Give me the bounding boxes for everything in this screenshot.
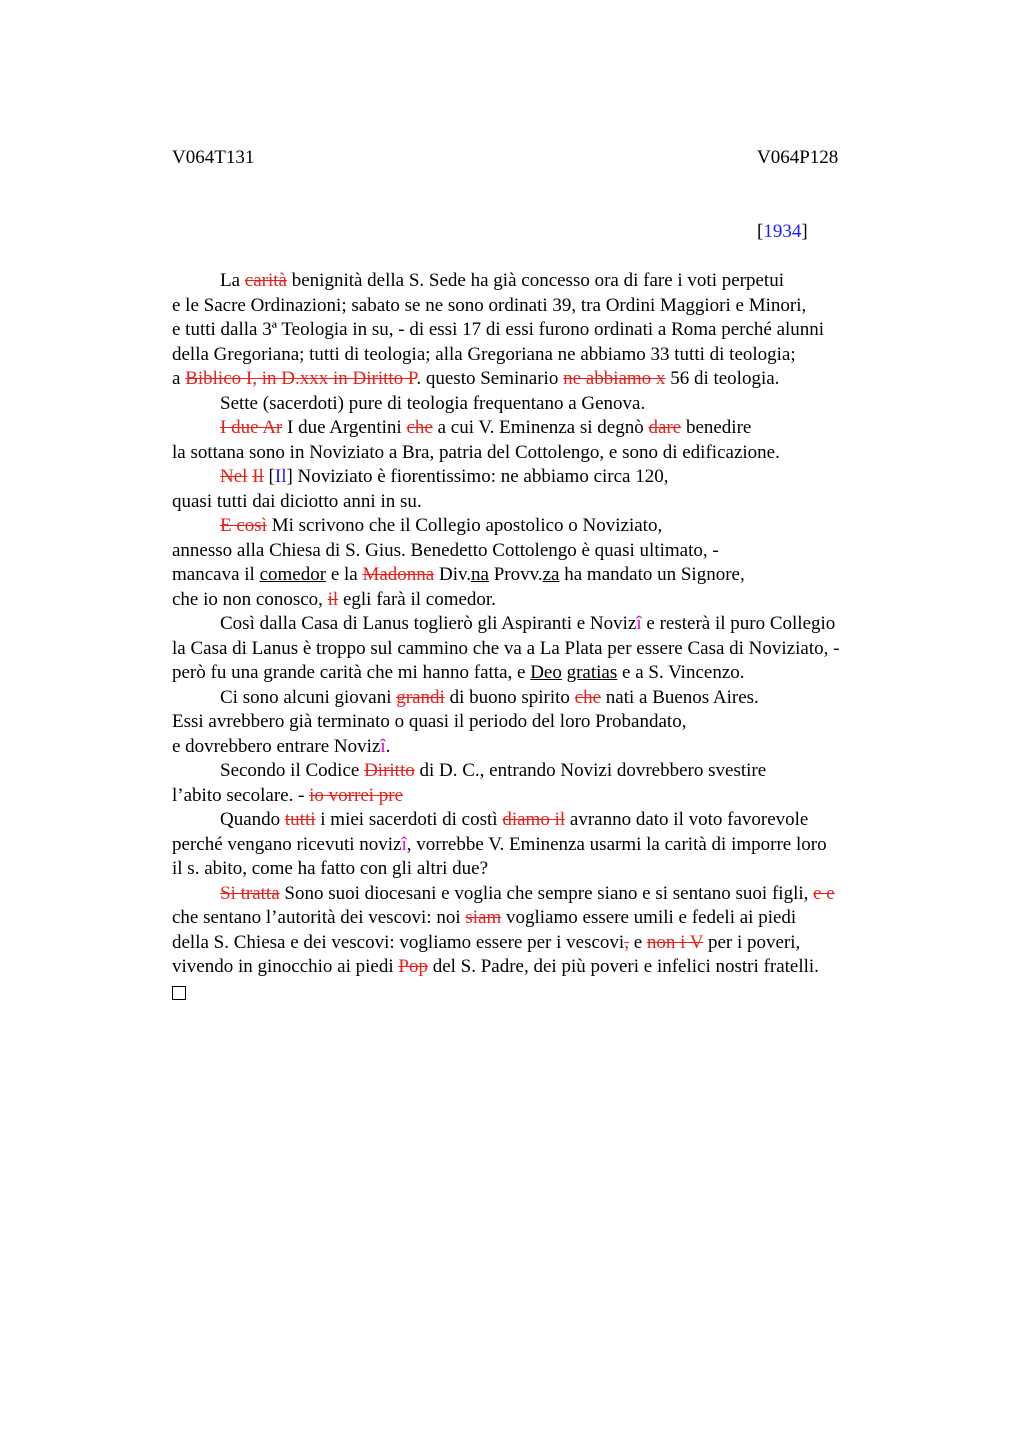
text-line [172,882,912,907]
text-line [172,612,912,637]
letter-body [172,269,912,1004]
text-line [172,784,912,809]
text-segment: Mi scrivono che il Collegio apostolico o Noviziato, [266,515,663,536]
text-line [172,441,912,466]
deleted-text: grandi [396,686,445,708]
deleted-text: Madonna [362,564,435,585]
text-segment: vogliamo essere umili e fedeli ai piedi [501,907,797,928]
text-segment: Essi avrebbero già terminato o quasi il periodo del loro Probandato, [172,711,687,732]
text-line [172,710,912,735]
underlined-text: gratias [566,662,618,683]
year-value: 1934 [763,221,802,242]
text-segment: Ci sono alcuni giovani [220,686,397,708]
text-segment: e a S. Vincenzo. [617,662,745,683]
deleted-text: Si tratta [220,882,280,904]
deleted-text: Nel [220,466,248,487]
text-line [172,539,912,564]
text-line [172,343,912,368]
text-line [172,637,912,662]
text-line [172,514,912,539]
inserted-mark: î [380,735,386,757]
text-segment: ha mandato un Signore, [559,564,745,585]
text-line [172,955,912,980]
text-segment: l’abito secolare. - [172,784,310,806]
deleted-text: io vorrei pre [309,784,404,806]
text-line [172,465,912,490]
text-segment: quasi tutti dai diciotto anni in su. [172,490,422,512]
text-segment: a [172,368,186,389]
text-line [172,735,912,760]
text-segment: , vorrebbe V. Eminenza usarmi la carità di imporre loro [406,833,827,855]
text-segment: e resterà il puro Collegio [641,613,836,634]
text-segment: Provv. [488,564,543,585]
text-line [172,906,912,931]
text-line [172,661,912,686]
deleted-text: e e [813,882,835,904]
text-segment: di buono spirito [444,686,575,708]
text-segment: la Casa di Lanus è troppo sul cammino che va a La Plata per essere Casa di Noviziato, - [172,637,840,659]
end-of-text-box-icon [172,986,186,1000]
text-segment: Quando [220,809,285,830]
text-segment: e [628,931,647,953]
text-segment: . questo Seminario [416,368,564,389]
text-line [172,588,912,613]
text-segment: e dovrebbero entrare Noviz [172,735,381,757]
text-line [172,931,912,956]
text-segment: Così dalla Casa di Lanus toglierò gli Aspiranti e Noviz [220,613,637,634]
text-line [172,490,912,515]
text-segment: Secondo il Codice [220,760,365,781]
text-segment: Sono suoi diocesani e voglia che sempre siano e si sentano suoi figli, [279,882,814,904]
text-line [172,416,912,441]
text-segment: i miei sacerdoti di costì [315,809,503,830]
text-segment: Div. [434,564,472,585]
end-marker-line [172,980,912,1005]
text-line [172,857,912,882]
text-segment: e tutti dalla 3ª Teologia in su, - di essi 17 di essi furono ordinati a Roma perché alunni [172,319,825,340]
text-segment: per i poveri, [703,931,801,953]
text-segment: vivendo in ginocchio ai piedi [172,956,399,977]
text-segment: avranno dato il voto favorevole [565,809,809,830]
text-segment: che io non conosco, [172,588,328,610]
text-line [172,759,912,784]
text-segment: la sottana sono in Noviziato a Bra, patria del Cottolengo, e sono di edificazione. [172,441,780,463]
underlined-text: za [542,564,560,585]
deleted-text: che [574,686,602,708]
text-segment: a cui V. Eminenza si degnò [432,417,649,438]
underlined-text: na [471,564,489,585]
text-segment: del S. Padre, dei più poveri e infelici nostri fratelli. [427,956,819,977]
text-segment: 56 di teologia. [665,368,780,389]
text-line [172,808,912,833]
text-segment: I due Argentini [282,417,407,438]
text-segment: ] Noviziato è fiorentissimo: ne abbiamo circa 120, [286,466,669,487]
text-segment: il s. abito, come ha fatto con gli altri due? [172,858,489,879]
deleted-text: carità [244,270,287,291]
document-year: [1934] [757,221,808,242]
deleted-text: I due Ar [220,417,283,438]
deleted-text: Biblico I, in D.xxx in Diritto P [185,368,417,389]
text-line [172,563,912,588]
text-segment: della Gregoriana; tutti di teologia; alla Gregoriana ne abbiamo 33 tutti di teologia; [172,343,796,365]
deleted-text: Pop [398,956,428,977]
deleted-text: Diritto [364,760,415,781]
inserted-mark: î [401,833,407,855]
text-segment: benignità della S. Sede ha già concesso ora di fare i voti perpetui [286,270,784,291]
deleted-text: non i V [646,931,704,953]
text-line [172,269,912,294]
text-segment: e la [326,564,363,585]
text-segment: annesso alla Chiesa di S. Gius. Benedetto Cottolengo è quasi ultimato, - [172,539,719,561]
text-segment: Sette (sacerdoti) pure di teologia frequentano a Genova. [220,392,646,414]
text-line [172,833,912,858]
deleted-text: ne abbiamo x [563,368,666,389]
text-segment: [ [263,466,275,487]
text-segment: che sentano l’autorità dei vescovi: noi [172,907,466,928]
text-segment: di D. C., entrando Novizi dovrebbero svestire [414,760,767,781]
deleted-text: diamo il [502,809,566,830]
text-segment: perché vengano ricevuti noviz [172,833,402,855]
deleted-text: siam [465,907,502,928]
text-line [172,392,912,417]
text-segment: egli farà il comedor. [338,588,496,610]
deleted-text: tutti [284,809,316,830]
inserted-mark: î [636,613,642,634]
text-line [172,294,912,319]
underlined-text: comedor [259,564,327,585]
document-code-right: V064P128 [757,147,839,168]
deleted-text: dare [648,417,682,438]
text-segment: però fu una grande carità che mi hanno fatta, e [172,662,531,683]
deleted-text: che [406,417,433,438]
text-segment: e le Sacre Ordinazioni; sabato se ne sono ordinati 39, tra Ordini Maggiori e Minori, [172,294,807,316]
text-segment: . [385,735,391,757]
text-line [172,318,912,343]
text-line [172,686,912,711]
text-segment: La [220,270,245,291]
document-code-left: V064T131 [172,147,255,168]
text-line [172,367,912,392]
text-segment: nati a Buenos Aires. [601,686,759,708]
text-segment: benedire [681,417,752,438]
deleted-text: il [327,588,339,610]
text-segment: mancava il [172,564,260,585]
deleted-text: , [624,931,629,953]
editorial-insertion: Il [274,466,287,487]
deleted-text: E così [220,515,267,536]
deleted-text: Il [252,466,264,487]
text-segment: della S. Chiesa e dei vescovi: vogliamo essere per i vescovi [172,931,625,953]
underlined-text: Deo [530,662,562,683]
